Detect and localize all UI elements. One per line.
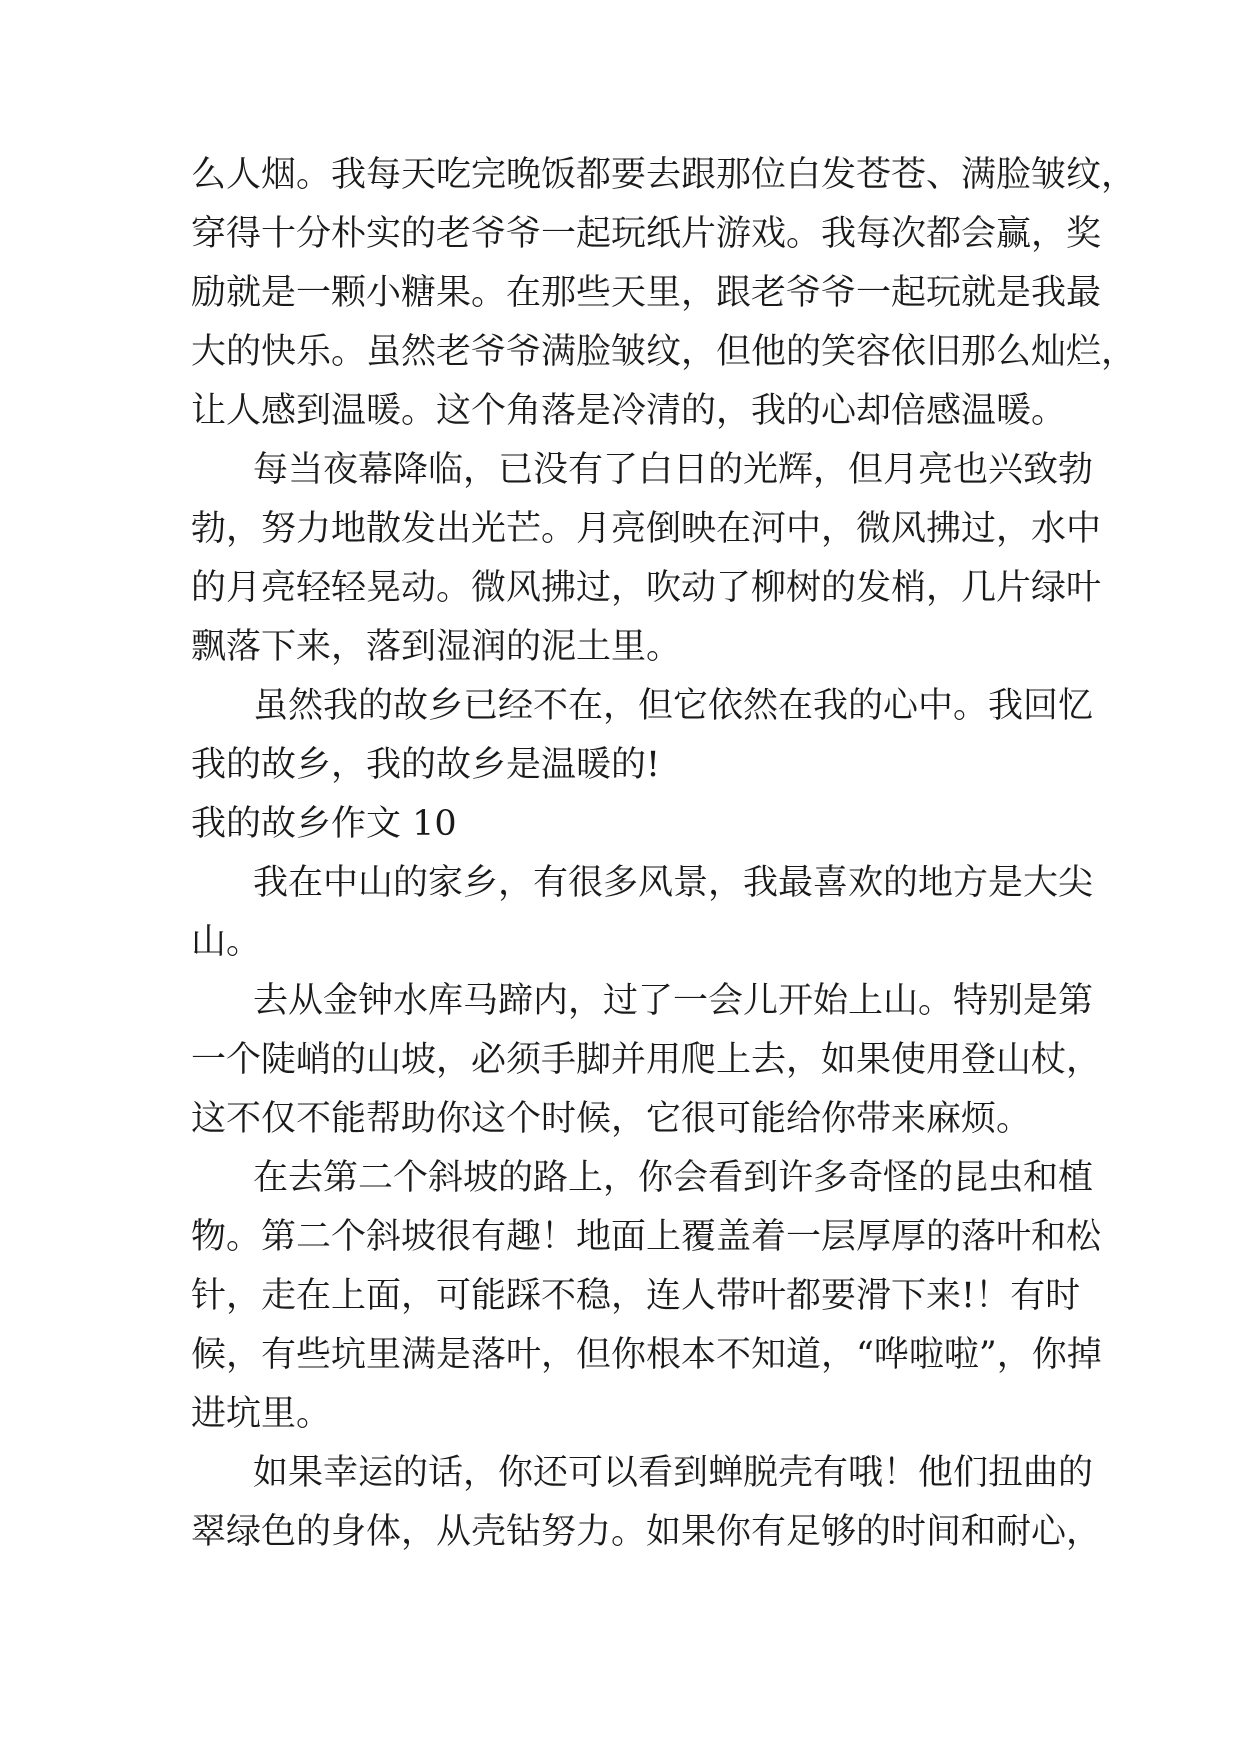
paragraph-start-line: 每当夜幕降临，已没有了白日的光辉，但月亮也兴致勃 bbox=[253, 450, 1094, 490]
text-line: 飘落下来，落到湿润的泥土里。 bbox=[191, 627, 682, 667]
text-line: 穿得十分朴实的老爷爷一起玩纸片游戏。我每次都会赢，奖 bbox=[191, 214, 1102, 254]
text-line: 让人感到温暖。这个角落是冷清的，我的心却倍感温暖。 bbox=[191, 391, 1067, 431]
paragraph-start-line: 去从金钟水库马蹄内，过了一会儿开始上山。特别是第 bbox=[253, 981, 1094, 1021]
text-line: 勃，努力地散发出光芒。月亮倒映在河中，微风拂过，水中 bbox=[191, 509, 1102, 549]
text-line: 一个陡峭的山坡，必须手脚并用爬上去，如果使用登山杖， bbox=[191, 1040, 1102, 1080]
text-line: 进坑里。 bbox=[191, 1394, 332, 1434]
text-line: 翠绿色的身体，从壳钻努力。如果你有足够的时间和耐心， bbox=[191, 1512, 1102, 1552]
text-line: 么人烟。我每天吃完晚饭都要去跟那位白发苍苍、满脸皱纹， bbox=[191, 155, 1137, 195]
text-line: 大的快乐。虽然老爷爷满脸皱纹，但他的笑容依旧那么灿烂， bbox=[191, 332, 1137, 372]
text-line: 物。第二个斜坡很有趣！地面上覆盖着一层厚厚的落叶和松 bbox=[191, 1217, 1102, 1257]
document-body bbox=[191, 146, 1137, 1562]
paragraph-start-line: 如果幸运的话，你还可以看到蝉脱壳有哦！他们扭曲的 bbox=[253, 1453, 1094, 1493]
paragraph-start-line: 我在中山的家乡，有很多风景，我最喜欢的地方是大尖 bbox=[253, 863, 1094, 903]
text-line: 我的故乡，我的故乡是温暖的! bbox=[191, 745, 661, 785]
paragraph-start-line: 虽然我的故乡已经不在，但它依然在我的心中。我回忆 bbox=[253, 686, 1094, 726]
text-line: 山。 bbox=[191, 922, 262, 962]
text-line: 励就是一颗小糖果。在那些天里，跟老爷爷一起玩就是我最 bbox=[191, 273, 1102, 313]
text-line: 这不仅不能帮助你这个时候，它很可能给你带来麻烦。 bbox=[191, 1099, 1032, 1139]
text-line: 针，走在上面，可能踩不稳，连人带叶都要滑下来!！有时 bbox=[191, 1276, 1081, 1316]
paragraph-start-line: 在去第二个斜坡的路上，你会看到许多奇怪的昆虫和植 bbox=[253, 1158, 1094, 1198]
section-heading: 我的故乡作文 10 bbox=[191, 804, 457, 844]
text-line: 的月亮轻轻晃动。微风拂过，吹动了柳树的发梢，几片绿叶 bbox=[191, 568, 1102, 608]
text-line: 候，有些坑里满是落叶，但你根本不知道，“哗啦啦”，你掉 bbox=[191, 1335, 1102, 1375]
